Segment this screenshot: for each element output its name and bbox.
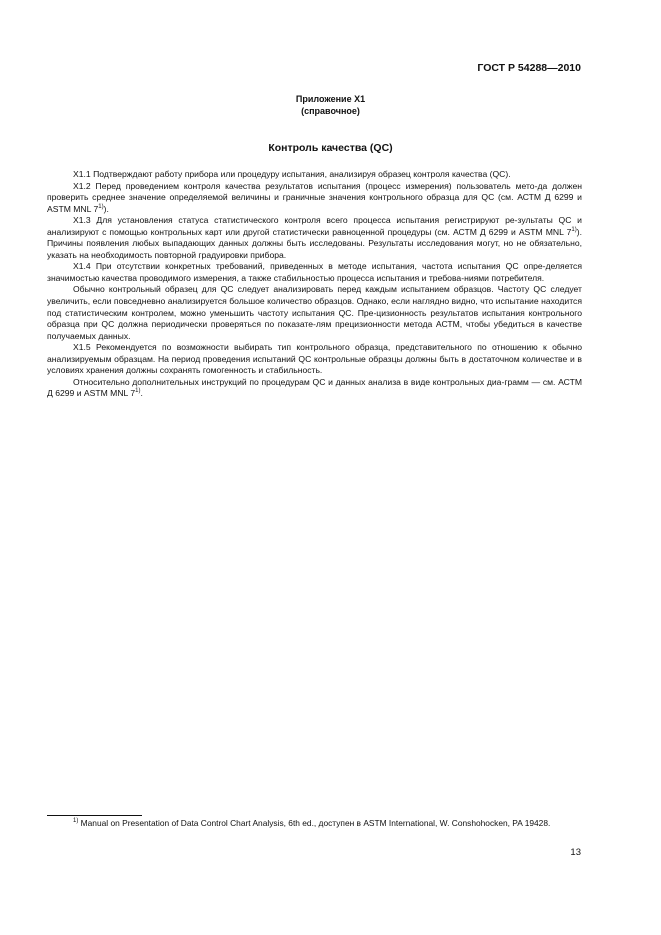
footnote-ref: 1) — [135, 388, 141, 395]
footnote-ref: 1) — [571, 226, 577, 233]
paragraph-qc-sample: Обычно контрольный образец для QC следует анализировать перед каждым испытанием образцов. Частоту QC следует увеличить, если повседневно анализируется большое количество образцов. Однако, если наглядно видно, что испытание находится под статистическим контролем, можно уменьшить частоту испытания QC. Пре-цизионность результатов испытания контрольного образца при QC должна периодически проверяться по показате-лям прецизионности метода АСТМ, чтобы убедиться в качестве получаемых данных. — [47, 284, 582, 341]
footnote — [47, 818, 582, 830]
paragraph-x1-5: Х1.5 Рекомендуется по возможности выбирать тип контрольного образца, представительного по отношению к обычно анализируемым образцам. На период проведения испытаний QC контрольные образцы должны быть в достаточном количестве и в условиях хранения должны сохранять гомогенность и стабильность. — [47, 342, 582, 376]
standard-id: ГОСТ Р 54288—2010 — [477, 62, 581, 74]
section-title: Контроль качества (QC) — [268, 142, 393, 154]
appendix-type: (справочное) — [301, 106, 360, 116]
paragraph-x1-1: Х1.1 Подтверждают работу прибора или процедуру испытания, анализируя образец контроля качества (QC). — [73, 169, 511, 179]
footnote-ref: 1) — [98, 203, 104, 210]
paragraph-additional-instructions: Относительно дополнительных инструкций по процедурам QC и данных анализа в виде контрольных диа-грамм — см. АСТМ Д 6299 и ASTM MNL 7$^{1)}$. — [47, 376, 582, 399]
page-number: 13 — [570, 847, 581, 858]
appendix-label: Приложение Х1 — [295, 94, 366, 104]
paragraph-x1-2: Х1.2 Перед проведением контроля качества результатов испытания (процесс измерения) пользователь мето-да должен проверить среднее значение определяемой величины и граничные значения контрольного образца для QC (см. АСТМ Д 6299 и ASTM MNL 7$^{1)}$). — [47, 180, 582, 214]
body-text — [47, 169, 582, 400]
footnote-marker: 1) — [73, 818, 79, 825]
footnote-divider — [47, 815, 142, 816]
paragraph-x1-3: Х1.3 Для установления статуса статистического контроля всего процесса испытания регистрируют ре-зультаты QC и анализируют с помощью контрольных карт или другой статистически равноценной процедуры (см. АСТМ Д 6299 и ASTM MNL 7$^{1)}$). Причины появления любых выпадающих данных должны быть исследованы. Результаты исследования могут, но не обязательно, указать на необходимость повторной градуировки прибора. — [47, 215, 582, 260]
appendix-heading — [0, 93, 661, 117]
footnote-text: Manual on Presentation of Data Control Chart Analysis, 6th ed., доступен в ASTM International, W. Conshohocken, PA 19428. — [78, 818, 551, 828]
paragraph-x1-4: Х1.4 При отсутствии конкретных требований, приведенных в методе испытания, частота испытания QC опре-деляется значимостью качества проводимого измерения, а также стабильностью процесса испытания и требова-ниями потребителя. — [47, 261, 582, 283]
